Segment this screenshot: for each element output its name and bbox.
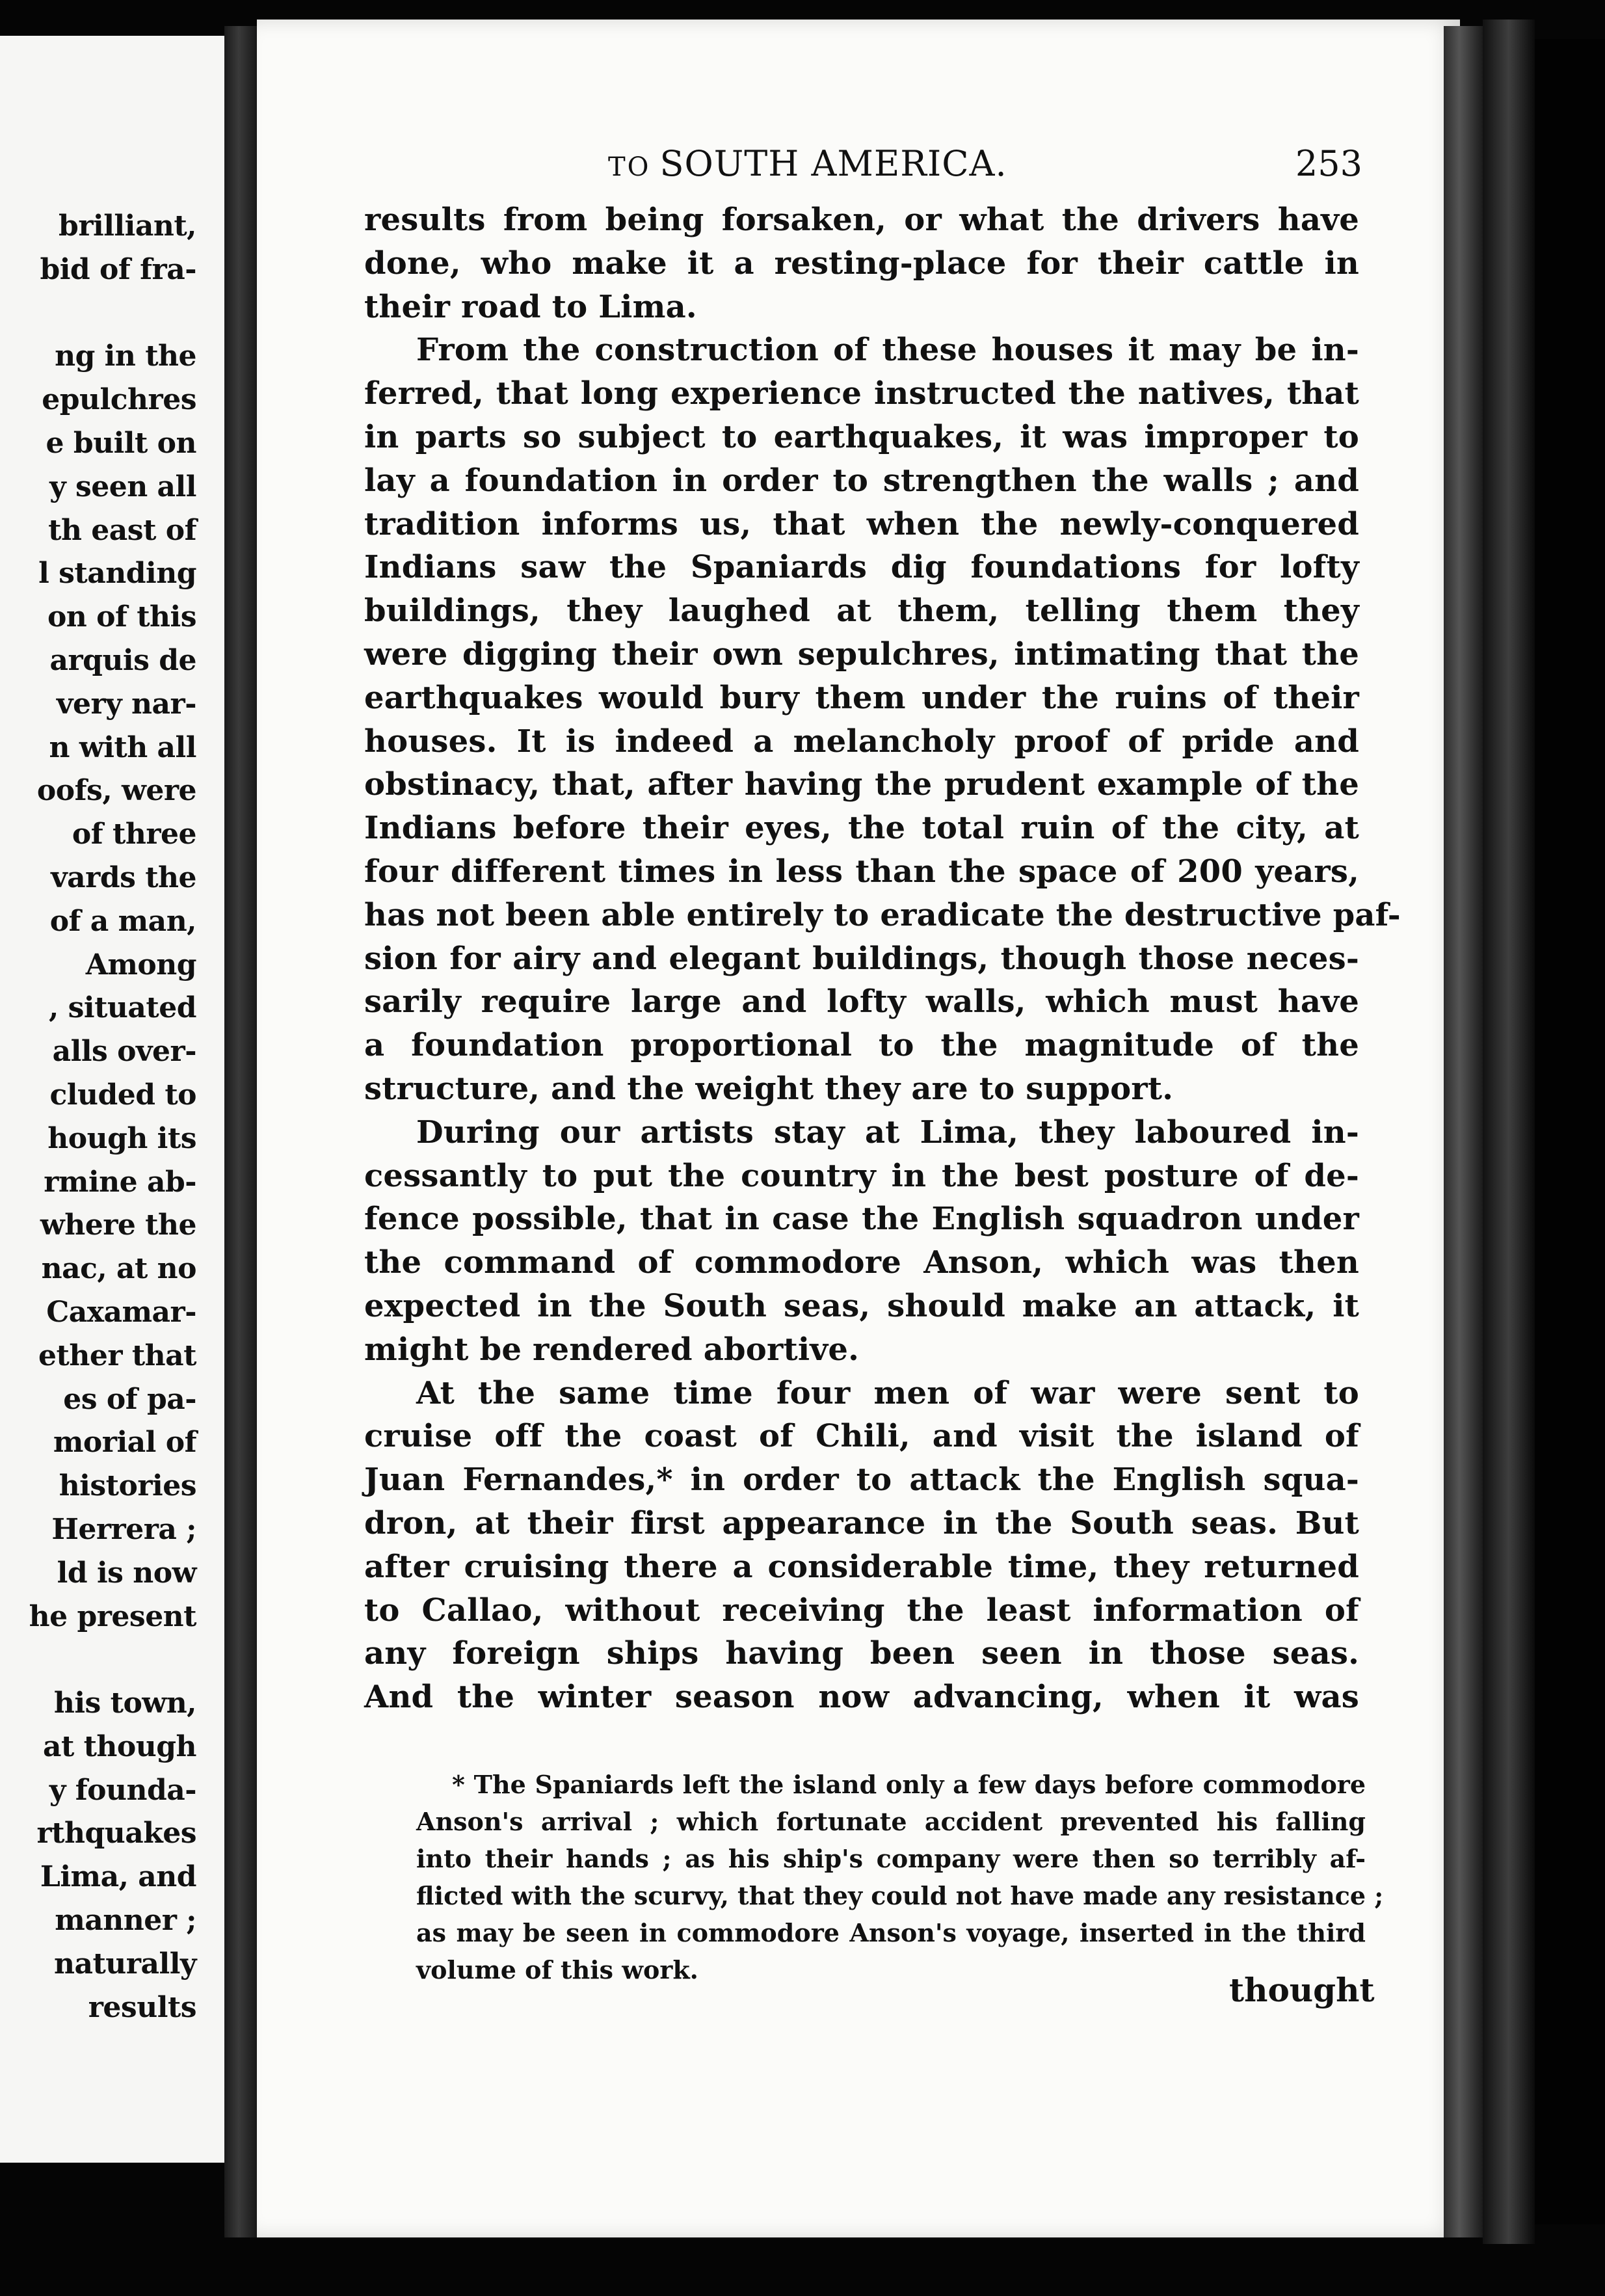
previous-page-line: epulchres (42, 383, 196, 417)
previous-page-line (0, 1638, 215, 1682)
text-line: fence possible, that in case the English squadron under (364, 1201, 1359, 1238)
body-text (364, 198, 1401, 1719)
previous-page-line: y seen all (49, 470, 196, 503)
previous-page-line: his town, (53, 1687, 196, 1720)
running-head-title: SOUTH AMERICA. (659, 143, 1007, 184)
previous-page-line: very nar- (56, 687, 196, 721)
text-line: dron, at their first appearance in the South seas. But (364, 1504, 1359, 1542)
previous-page-line: alls over- (52, 1035, 196, 1069)
previous-page-lines (0, 205, 215, 2029)
book-gutter (224, 26, 260, 2237)
page-edge (1444, 26, 1483, 2237)
previous-page-line: results (88, 1990, 196, 2024)
previous-page-line: es of pa- (63, 1382, 196, 1416)
text-line: And the winter season now advancing, when it was (364, 1679, 1359, 1716)
previous-page-line: where the (40, 1208, 196, 1242)
text-line: might be rendered abortive. (364, 1331, 860, 1368)
text-line: From the construction of these houses it may be in- (416, 332, 1359, 369)
page-header (608, 143, 1362, 189)
text-line: sarily require large and lofty walls, which must have (364, 983, 1359, 1021)
previous-page-line: n with all (49, 730, 196, 764)
previous-page-line: Lima, and (40, 1860, 196, 1894)
previous-page-line: naturally (53, 1947, 196, 1981)
text-line: obstinacy, that, after having the prudent example of the (364, 766, 1359, 803)
text-line: houses. It is indeed a melancholy proof of pride and (364, 723, 1359, 760)
previous-page-line: of three (72, 818, 196, 851)
text-line: During our artists stay at Lima, they laboured in- (416, 1114, 1359, 1151)
text-line: a foundation proportional to the magnitude of the (364, 1027, 1359, 1064)
page-number: 253 (1295, 143, 1362, 184)
text-line: after cruising there a considerable time, they returned (364, 1548, 1359, 1585)
text-line: Juan Fernandes,* in order to attack the English squa- (364, 1462, 1359, 1499)
text-line: sion for airy and elegant buildings, though those neces- (364, 940, 1359, 977)
text-line: any foreign ships having been seen in those seas. (364, 1635, 1359, 1672)
previous-page-line: bid of fra- (40, 252, 196, 286)
previous-page-line: hough its (47, 1121, 196, 1155)
previous-page-line: morial of (53, 1426, 196, 1460)
previous-page-line: l standing (38, 557, 196, 591)
previous-page-line: histories (59, 1469, 196, 1503)
text-line: buildings, they laughed at them, telling them they (364, 593, 1359, 630)
previous-page-line: at though (42, 1729, 196, 1763)
previous-page-line (0, 292, 215, 336)
text-line: lay a foundation in order to strengthen the walls ; and (364, 462, 1359, 499)
text-line: four different times in less than the space of 200 years, (364, 853, 1359, 890)
text-line: Indians saw the Spaniards dig foundations for lofty (364, 549, 1359, 586)
previous-page-line: manner ; (55, 1904, 196, 1938)
previous-page-line: e built on (46, 426, 196, 460)
text-line: cessantly to put the country in the best posture of de- (364, 1157, 1359, 1194)
text-line: done, who make it a resting-place for their cattle in (364, 245, 1359, 282)
previous-page-line: brilliant, (59, 209, 196, 243)
previous-page-line: ether that (38, 1339, 196, 1372)
text-line: to Callao, without receiving the least information of (364, 1592, 1359, 1629)
text-line: results from being forsaken, or what the drivers have (364, 202, 1359, 238)
previous-page-line: rmine ab- (44, 1165, 196, 1199)
text-line: ferred, that long experience instructed the natives, that (364, 375, 1359, 412)
previous-page-line: rthquakes (36, 1817, 196, 1850)
previous-page-fragment (0, 36, 228, 2163)
footnote-line: into their hands ; as his ship's company were then so terribly af- (416, 1844, 1366, 1873)
previous-page-line: he present (29, 1599, 196, 1633)
footnote (416, 1766, 1384, 1988)
text-line: At the same time four men of war were sent to (416, 1374, 1359, 1411)
running-head-to: TO (608, 152, 651, 182)
footnote-line: as may be seen in commodore Anson's voyage, inserted in the third (416, 1918, 1366, 1947)
previous-page-line: , situated (48, 991, 196, 1025)
text-line: expected in the South seas, should make an attack, it (364, 1287, 1359, 1324)
previous-page-line: of a man, (49, 904, 196, 938)
text-line: Indians before their eyes, the total ruin of the city, at (364, 810, 1359, 847)
text-line: cruise off the coast of Chili, and visit the island of (364, 1418, 1359, 1455)
text-line: in parts so subject to earthquakes, it was improper to (364, 418, 1359, 455)
previous-page-line: ld is now (57, 1556, 196, 1590)
previous-page-line: vards the (51, 861, 196, 894)
previous-page-line: y founda- (49, 1773, 196, 1807)
previous-page-line: on of this (47, 600, 196, 634)
text-line: the command of commodore Anson, which was then (364, 1244, 1359, 1281)
previous-page-line: Herrera ; (51, 1512, 196, 1546)
footnote-line: Anson's arrival ; which fortunate accident prevented his falling (416, 1807, 1366, 1836)
book-edge-dark (1535, 39, 1605, 2224)
footnote-line: * The Spaniards left the island only a few days before commodore (452, 1770, 1366, 1799)
previous-page-line: oofs, were (36, 774, 196, 808)
footnote-line: volume of this work. (416, 1955, 698, 1984)
previous-page-line: nac, at no (41, 1252, 196, 1286)
book-edge (1483, 20, 1535, 2244)
previous-page-line: ng in the (55, 340, 196, 373)
catchword: thought (1229, 1971, 1375, 2009)
previous-page-line: th east of (48, 513, 196, 547)
text-line: structure, and the weight they are to support. (364, 1070, 1174, 1107)
text-line: has not been able entirely to eradicate the destructive paf- (364, 896, 1401, 933)
previous-page-line: Among (85, 948, 196, 981)
footnote-line: flicted with the scurvy, that they could not have made any resistance ; (416, 1881, 1384, 1910)
text-line: their road to Lima. (364, 288, 697, 325)
previous-page-line: arquis de (49, 643, 196, 677)
text-line: were digging their own sepulchres, intimating that the (364, 635, 1359, 673)
previous-page-line: Caxamar- (46, 1295, 196, 1329)
text-line: tradition informs us, that when the newly-conquered (364, 505, 1359, 542)
previous-page-line: cluded to (49, 1078, 196, 1112)
text-line: earthquakes would bury them under the ruins of their (364, 679, 1359, 716)
running-head (608, 143, 1007, 184)
